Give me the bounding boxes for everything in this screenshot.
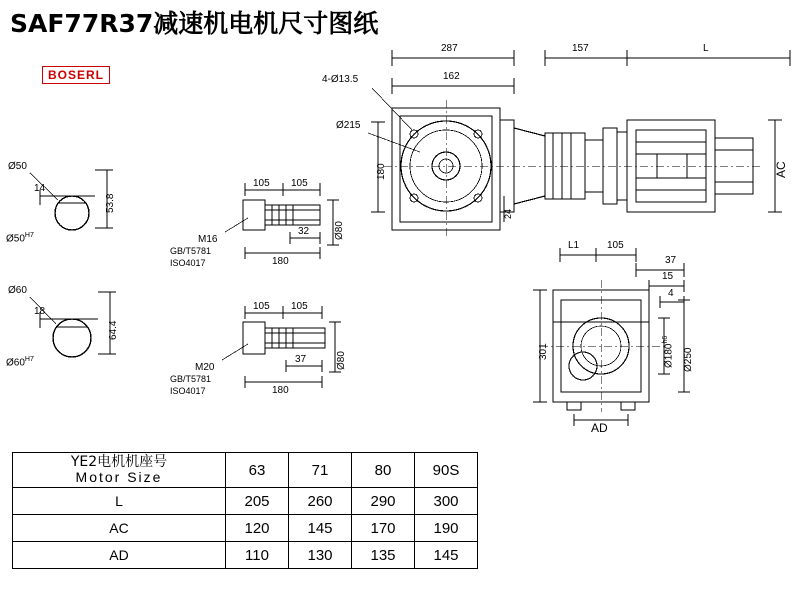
dim-d180-label: $Ø180^{h6}$ [662,335,675,368]
dim-L-label: L [703,43,709,54]
dim-AC-label: AC [774,161,788,178]
table-cell: 135 [352,542,415,569]
dim-644-label: 64.4 [108,320,119,340]
dim-d50-label: Ø50 [8,161,27,172]
table-cell: 290 [352,488,415,515]
dim-287-label: 287 [441,43,458,54]
dim-180a-label: 180 [272,256,289,267]
dim-105d-label: 105 [291,301,308,312]
dim-d80a-label: Ø80 [334,221,345,240]
table-row [13,515,478,542]
label-iso4017-2: ISO4017 [170,386,206,396]
table-cell: 90S [415,453,478,488]
dim-37c-label: 37 [665,255,677,266]
label-iso4017-1: ISO4017 [170,258,206,268]
table-cell: 190 [415,515,478,542]
table-header-label-en: Motor Size [75,469,163,485]
table-cell: 71 [289,453,352,488]
label-gbt5781-2: GB/T5781 [170,374,212,384]
table-cell: 120 [226,515,289,542]
dim-32-label: 32 [298,226,310,237]
table-cell: 63 [226,453,289,488]
dim-180b-label: 180 [272,385,289,396]
dim-105c-label: 105 [253,301,270,312]
table-row-label: AC [13,515,226,542]
label-m16: M16 [198,234,218,245]
table-cell: 300 [415,488,478,515]
dim-L1-label: L1 [568,240,580,251]
table-cell: 170 [352,515,415,542]
dim-105a-label: 105 [253,178,270,189]
table-row-label: AD [13,542,226,569]
dim-538-label: 53.8 [105,193,116,213]
dim-d215-label: Ø215 [336,120,361,131]
table-cell: 145 [289,515,352,542]
dim-180-label: 180 [376,163,387,180]
dim-d80b-label: Ø80 [336,351,347,370]
dim-d50h7-label: $Ø50^{H7}$ [6,232,34,245]
dim-162-label: 162 [443,71,460,82]
dim-d60-label: Ø60 [8,285,27,296]
table-cell: 205 [226,488,289,515]
table-header-label-cn: YE2电机机座号 [70,454,168,470]
table-header-label [13,453,226,488]
dim-157-label: 157 [572,43,589,54]
table-row [13,453,478,488]
dim-105b-label: 105 [291,178,308,189]
table-row-label: L [13,488,226,515]
table-row [13,488,478,515]
dim-AD-label: AD [591,421,608,435]
dim-15-label: 15 [662,271,674,282]
dim-37b-label: 37 [295,354,307,365]
label-4-holes: 4-Ø13.5 [322,74,359,85]
dim-d250-label: Ø250 [683,347,694,372]
dim-301-label: 301 [538,343,549,360]
dim-24-label: 24 [503,208,513,219]
brand-logo: BOSERL [42,66,110,84]
page-title: SAF77R37减速机电机尺寸图纸 [10,9,379,38]
label-gbt5781-1: GB/T5781 [170,246,212,256]
dim-4-label: 4 [668,288,674,299]
dim-105e-label: 105 [607,240,624,251]
table-row [13,542,478,569]
table-cell: 260 [289,488,352,515]
table-cell: 80 [352,453,415,488]
dim-d60h7-label: $Ø60^{H7}$ [6,356,34,369]
motor-size-table [12,452,478,569]
dim-18-label: 18 [34,306,46,317]
dim-14-label: 14 [34,183,46,194]
table-cell: 110 [226,542,289,569]
table-cell: 130 [289,542,352,569]
label-m20: M20 [195,362,215,373]
table-cell: 145 [415,542,478,569]
